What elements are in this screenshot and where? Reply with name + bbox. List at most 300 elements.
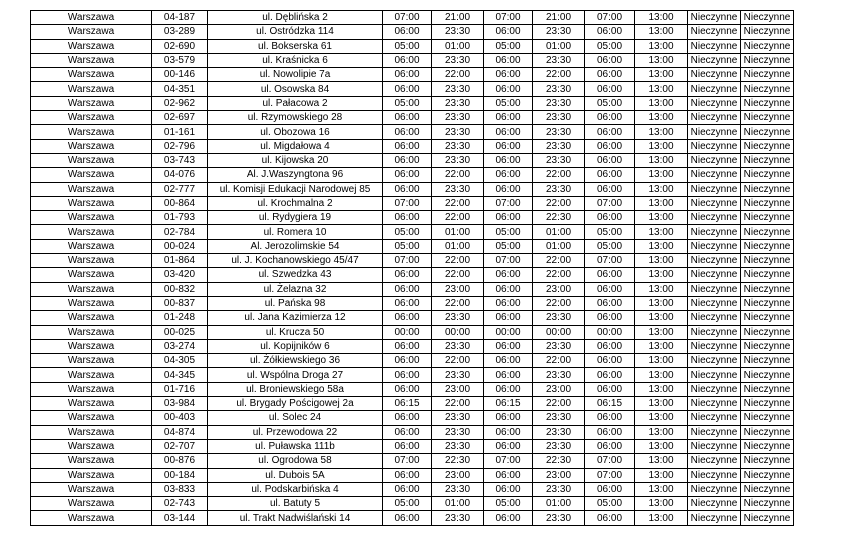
col6-open-cell: 07:00 [484, 254, 533, 268]
col10-status-cell: Nieczynne [688, 53, 741, 67]
col8-close-cell: 13:00 [635, 339, 688, 353]
col6-close-cell: 21:00 [533, 11, 585, 25]
address-cell: ul. Pałacowa 2 [208, 96, 383, 110]
city-cell: Warszawa [31, 125, 152, 139]
city-cell: Warszawa [31, 211, 152, 225]
col6-open-cell: 06:00 [484, 53, 533, 67]
col8-open-cell: 06:00 [585, 182, 635, 196]
weekday-close-cell: 23:30 [432, 439, 484, 453]
col8-open-cell: 07:00 [585, 454, 635, 468]
col11-status-cell: Nieczynne [741, 225, 794, 239]
col6-open-cell: 06:00 [484, 511, 533, 525]
col6-open-cell: 06:00 [484, 339, 533, 353]
weekday-open-cell: 06:00 [383, 511, 432, 525]
col8-open-cell: 07:00 [585, 468, 635, 482]
col10-status-cell: Nieczynne [688, 111, 741, 125]
city-cell: Warszawa [31, 168, 152, 182]
postal-code-cell: 04-305 [152, 354, 208, 368]
col11-status-cell: Nieczynne [741, 53, 794, 67]
weekday-open-cell: 06:00 [383, 411, 432, 425]
col6-close-cell: 22:00 [533, 168, 585, 182]
weekday-close-cell: 23:30 [432, 53, 484, 67]
postal-code-cell: 04-345 [152, 368, 208, 382]
col10-status-cell: Nieczynne [688, 339, 741, 353]
postal-code-cell: 01-793 [152, 211, 208, 225]
postal-code-cell: 03-579 [152, 53, 208, 67]
col8-close-cell: 13:00 [635, 368, 688, 382]
address-cell: ul. Puławska 111b [208, 439, 383, 453]
col10-status-cell: Nieczynne [688, 282, 741, 296]
weekday-open-cell: 07:00 [383, 454, 432, 468]
weekday-open-cell: 05:00 [383, 497, 432, 511]
col10-status-cell: Nieczynne [688, 96, 741, 110]
col8-open-cell: 07:00 [585, 196, 635, 210]
postal-code-cell: 03-833 [152, 482, 208, 496]
address-cell: Al. J.Waszyngtona 96 [208, 168, 383, 182]
col6-close-cell: 22:30 [533, 454, 585, 468]
col11-status-cell: Nieczynne [741, 111, 794, 125]
weekday-close-cell: 22:00 [432, 296, 484, 310]
weekday-close-cell: 23:30 [432, 368, 484, 382]
weekday-close-cell: 21:00 [432, 11, 484, 25]
col6-close-cell: 01:00 [533, 39, 585, 53]
col6-open-cell: 06:00 [484, 282, 533, 296]
col8-close-cell: 13:00 [635, 497, 688, 511]
city-cell: Warszawa [31, 397, 152, 411]
col10-status-cell: Nieczynne [688, 196, 741, 210]
postal-code-cell: 02-784 [152, 225, 208, 239]
table-row [31, 225, 794, 239]
col10-status-cell: Nieczynne [688, 211, 741, 225]
col8-open-cell: 06:00 [585, 354, 635, 368]
col10-status-cell: Nieczynne [688, 325, 741, 339]
col11-status-cell: Nieczynne [741, 439, 794, 453]
address-cell: ul. Kijowska 20 [208, 153, 383, 167]
table-row [31, 468, 794, 482]
col6-close-cell: 23:00 [533, 382, 585, 396]
col6-close-cell: 22:00 [533, 354, 585, 368]
table-row [31, 454, 794, 468]
col8-close-cell: 13:00 [635, 182, 688, 196]
table-row [31, 268, 794, 282]
weekday-close-cell: 22:00 [432, 211, 484, 225]
col10-status-cell: Nieczynne [688, 397, 741, 411]
city-cell: Warszawa [31, 454, 152, 468]
address-cell: ul. Rzymowskiego 28 [208, 111, 383, 125]
col8-open-cell: 06:15 [585, 397, 635, 411]
col11-status-cell: Nieczynne [741, 425, 794, 439]
col10-status-cell: Nieczynne [688, 368, 741, 382]
weekday-open-cell: 06:00 [383, 211, 432, 225]
weekday-open-cell: 06:00 [383, 168, 432, 182]
col6-open-cell: 06:00 [484, 382, 533, 396]
col8-close-cell: 13:00 [635, 125, 688, 139]
address-cell: ul. Bokserska 61 [208, 39, 383, 53]
col10-status-cell: Nieczynne [688, 425, 741, 439]
weekday-open-cell: 06:00 [383, 82, 432, 96]
table-row [31, 339, 794, 353]
col8-open-cell: 06:00 [585, 425, 635, 439]
postal-code-cell: 00-184 [152, 468, 208, 482]
col6-close-cell: 23:30 [533, 82, 585, 96]
col6-close-cell: 23:30 [533, 139, 585, 153]
city-cell: Warszawa [31, 25, 152, 39]
col6-open-cell: 06:00 [484, 153, 533, 167]
table-row [31, 354, 794, 368]
col6-close-cell: 23:30 [533, 511, 585, 525]
col6-close-cell: 23:30 [533, 125, 585, 139]
col8-close-cell: 13:00 [635, 168, 688, 182]
table-row [31, 211, 794, 225]
col6-close-cell: 22:00 [533, 68, 585, 82]
col6-open-cell: 06:00 [484, 296, 533, 310]
col11-status-cell: Nieczynne [741, 82, 794, 96]
col11-status-cell: Nieczynne [741, 511, 794, 525]
city-cell: Warszawa [31, 39, 152, 53]
col11-status-cell: Nieczynne [741, 468, 794, 482]
table-row [31, 139, 794, 153]
table-row [31, 368, 794, 382]
weekday-close-cell: 22:00 [432, 354, 484, 368]
col6-close-cell: 23:30 [533, 53, 585, 67]
col6-close-cell: 22:30 [533, 211, 585, 225]
col11-status-cell: Nieczynne [741, 239, 794, 253]
weekday-close-cell: 23:30 [432, 511, 484, 525]
weekday-close-cell: 22:00 [432, 196, 484, 210]
table-row [31, 439, 794, 453]
col6-close-cell: 22:00 [533, 268, 585, 282]
weekday-open-cell: 06:00 [383, 125, 432, 139]
postal-code-cell: 02-962 [152, 96, 208, 110]
col10-status-cell: Nieczynne [688, 454, 741, 468]
col11-status-cell: Nieczynne [741, 397, 794, 411]
address-cell: ul. Broniewskiego 58a [208, 382, 383, 396]
city-cell: Warszawa [31, 11, 152, 25]
col8-open-cell: 06:00 [585, 296, 635, 310]
postal-code-cell: 04-351 [152, 82, 208, 96]
col11-status-cell: Nieczynne [741, 325, 794, 339]
city-cell: Warszawa [31, 139, 152, 153]
city-cell: Warszawa [31, 282, 152, 296]
col8-close-cell: 13:00 [635, 411, 688, 425]
col6-open-cell: 05:00 [484, 96, 533, 110]
city-cell: Warszawa [31, 153, 152, 167]
postal-code-cell: 03-420 [152, 268, 208, 282]
weekday-close-cell: 22:00 [432, 68, 484, 82]
col11-status-cell: Nieczynne [741, 68, 794, 82]
col8-open-cell: 06:00 [585, 268, 635, 282]
city-cell: Warszawa [31, 354, 152, 368]
col6-open-cell: 06:00 [484, 68, 533, 82]
city-cell: Warszawa [31, 82, 152, 96]
weekday-close-cell: 23:30 [432, 339, 484, 353]
col6-open-cell: 06:00 [484, 111, 533, 125]
city-cell: Warszawa [31, 411, 152, 425]
address-cell: ul. Komisji Edukacji Narodowej 85 [208, 182, 383, 196]
address-cell: ul. Solec 24 [208, 411, 383, 425]
address-cell: ul. Ostródzka 114 [208, 25, 383, 39]
col11-status-cell: Nieczynne [741, 311, 794, 325]
table-row [31, 25, 794, 39]
col8-close-cell: 13:00 [635, 439, 688, 453]
address-cell: ul. Nowolipie 7a [208, 68, 383, 82]
col6-open-cell: 06:00 [484, 354, 533, 368]
weekday-close-cell: 22:00 [432, 268, 484, 282]
address-cell: ul. Migdałowa 4 [208, 139, 383, 153]
table-row [31, 325, 794, 339]
weekday-close-cell: 23:30 [432, 411, 484, 425]
col11-status-cell: Nieczynne [741, 254, 794, 268]
col10-status-cell: Nieczynne [688, 439, 741, 453]
col11-status-cell: Nieczynne [741, 282, 794, 296]
weekday-close-cell: 23:30 [432, 96, 484, 110]
col11-status-cell: Nieczynne [741, 211, 794, 225]
col8-open-cell: 05:00 [585, 239, 635, 253]
col10-status-cell: Nieczynne [688, 25, 741, 39]
col6-open-cell: 06:00 [484, 25, 533, 39]
address-cell: ul. J. Kochanowskiego 45/47 [208, 254, 383, 268]
col11-status-cell: Nieczynne [741, 296, 794, 310]
weekday-close-cell: 23:30 [432, 311, 484, 325]
table-row [31, 397, 794, 411]
weekday-open-cell: 06:00 [383, 482, 432, 496]
city-cell: Warszawa [31, 53, 152, 67]
col10-status-cell: Nieczynne [688, 482, 741, 496]
col6-open-cell: 06:00 [484, 168, 533, 182]
address-cell: ul. Żelazna 32 [208, 282, 383, 296]
col8-open-cell: 06:00 [585, 439, 635, 453]
col6-close-cell: 22:00 [533, 254, 585, 268]
col6-close-cell: 23:30 [533, 339, 585, 353]
col8-open-cell: 06:00 [585, 139, 635, 153]
weekday-open-cell: 06:00 [383, 25, 432, 39]
col10-status-cell: Nieczynne [688, 411, 741, 425]
col6-close-cell: 01:00 [533, 225, 585, 239]
weekday-open-cell: 07:00 [383, 11, 432, 25]
col11-status-cell: Nieczynne [741, 482, 794, 496]
col6-open-cell: 06:00 [484, 411, 533, 425]
table-row [31, 39, 794, 53]
col11-status-cell: Nieczynne [741, 339, 794, 353]
col8-close-cell: 13:00 [635, 511, 688, 525]
col6-close-cell: 23:00 [533, 282, 585, 296]
city-cell: Warszawa [31, 497, 152, 511]
col6-open-cell: 06:00 [484, 125, 533, 139]
col10-status-cell: Nieczynne [688, 39, 741, 53]
city-cell: Warszawa [31, 382, 152, 396]
col6-open-cell: 06:00 [484, 182, 533, 196]
postal-code-cell: 03-289 [152, 25, 208, 39]
postal-code-cell: 02-707 [152, 439, 208, 453]
col6-open-cell: 06:00 [484, 268, 533, 282]
table-row [31, 82, 794, 96]
col8-open-cell: 06:00 [585, 339, 635, 353]
col10-status-cell: Nieczynne [688, 68, 741, 82]
weekday-open-cell: 06:00 [383, 153, 432, 167]
col6-close-cell: 22:00 [533, 397, 585, 411]
weekday-open-cell: 06:00 [383, 382, 432, 396]
address-cell: ul. Batuty 5 [208, 497, 383, 511]
table-row [31, 296, 794, 310]
col6-close-cell: 23:30 [533, 25, 585, 39]
col11-status-cell: Nieczynne [741, 39, 794, 53]
weekday-close-cell: 23:30 [432, 82, 484, 96]
city-cell: Warszawa [31, 182, 152, 196]
col10-status-cell: Nieczynne [688, 311, 741, 325]
address-cell: ul. Podskarbińska 4 [208, 482, 383, 496]
col6-open-cell: 06:00 [484, 439, 533, 453]
col8-close-cell: 13:00 [635, 296, 688, 310]
col8-close-cell: 13:00 [635, 211, 688, 225]
col8-close-cell: 13:00 [635, 139, 688, 153]
postal-code-cell: 01-248 [152, 311, 208, 325]
col6-open-cell: 06:00 [484, 139, 533, 153]
col6-open-cell: 06:15 [484, 397, 533, 411]
weekday-open-cell: 06:00 [383, 439, 432, 453]
postal-code-cell: 02-743 [152, 497, 208, 511]
weekday-open-cell: 05:00 [383, 239, 432, 253]
document-page [30, 10, 794, 526]
col11-status-cell: Nieczynne [741, 196, 794, 210]
weekday-close-cell: 23:30 [432, 425, 484, 439]
col10-status-cell: Nieczynne [688, 182, 741, 196]
address-cell: ul. Obozowa 16 [208, 125, 383, 139]
col8-close-cell: 13:00 [635, 111, 688, 125]
col6-close-cell: 23:30 [533, 439, 585, 453]
weekday-close-cell: 01:00 [432, 239, 484, 253]
table-row [31, 182, 794, 196]
col6-open-cell: 05:00 [484, 225, 533, 239]
col8-close-cell: 13:00 [635, 382, 688, 396]
col8-close-cell: 13:00 [635, 454, 688, 468]
postal-code-cell: 01-864 [152, 254, 208, 268]
weekday-close-cell: 23:30 [432, 25, 484, 39]
col8-open-cell: 06:00 [585, 82, 635, 96]
weekday-open-cell: 06:00 [383, 182, 432, 196]
col6-close-cell: 01:00 [533, 497, 585, 511]
weekday-open-cell: 06:15 [383, 397, 432, 411]
col8-close-cell: 13:00 [635, 397, 688, 411]
table-row [31, 282, 794, 296]
address-cell: ul. Kraśnicka 6 [208, 53, 383, 67]
col6-open-cell: 00:00 [484, 325, 533, 339]
col8-close-cell: 13:00 [635, 425, 688, 439]
col6-open-cell: 05:00 [484, 39, 533, 53]
table-row [31, 497, 794, 511]
table-row [31, 196, 794, 210]
weekday-open-cell: 06:00 [383, 282, 432, 296]
col10-status-cell: Nieczynne [688, 296, 741, 310]
table-body [31, 11, 794, 526]
weekday-close-cell: 23:00 [432, 382, 484, 396]
table-row [31, 254, 794, 268]
table-row [31, 111, 794, 125]
col8-close-cell: 13:00 [635, 196, 688, 210]
weekday-close-cell: 23:30 [432, 139, 484, 153]
weekday-close-cell: 23:30 [432, 111, 484, 125]
address-cell: ul. Przewodowa 22 [208, 425, 383, 439]
address-cell: ul. Krucza 50 [208, 325, 383, 339]
col10-status-cell: Nieczynne [688, 468, 741, 482]
weekday-open-cell: 06:00 [383, 111, 432, 125]
city-cell: Warszawa [31, 296, 152, 310]
col8-close-cell: 13:00 [635, 254, 688, 268]
city-cell: Warszawa [31, 239, 152, 253]
col11-status-cell: Nieczynne [741, 125, 794, 139]
weekday-open-cell: 06:00 [383, 139, 432, 153]
weekday-open-cell: 05:00 [383, 39, 432, 53]
col11-status-cell: Nieczynne [741, 139, 794, 153]
col8-close-cell: 13:00 [635, 311, 688, 325]
col8-close-cell: 13:00 [635, 11, 688, 25]
address-cell: ul. Dubois 5A [208, 468, 383, 482]
col6-close-cell: 22:00 [533, 296, 585, 310]
postal-code-cell: 01-716 [152, 382, 208, 396]
postal-code-cell: 04-874 [152, 425, 208, 439]
address-cell: ul. Brygady Pościgowej 2a [208, 397, 383, 411]
col10-status-cell: Nieczynne [688, 225, 741, 239]
col6-open-cell: 06:00 [484, 482, 533, 496]
city-cell: Warszawa [31, 339, 152, 353]
address-cell: ul. Kopijników 6 [208, 339, 383, 353]
col10-status-cell: Nieczynne [688, 125, 741, 139]
postal-code-cell: 02-690 [152, 39, 208, 53]
col6-close-cell: 23:30 [533, 368, 585, 382]
col11-status-cell: Nieczynne [741, 411, 794, 425]
col8-open-cell: 05:00 [585, 39, 635, 53]
city-cell: Warszawa [31, 68, 152, 82]
col6-close-cell: 23:30 [533, 311, 585, 325]
weekday-close-cell: 23:00 [432, 282, 484, 296]
address-cell: ul. Dęblińska 2 [208, 11, 383, 25]
col10-status-cell: Nieczynne [688, 511, 741, 525]
weekday-close-cell: 01:00 [432, 225, 484, 239]
col6-close-cell: 23:30 [533, 425, 585, 439]
weekday-open-cell: 06:00 [383, 368, 432, 382]
weekday-open-cell: 06:00 [383, 311, 432, 325]
weekday-open-cell: 06:00 [383, 354, 432, 368]
col6-close-cell: 01:00 [533, 239, 585, 253]
col10-status-cell: Nieczynne [688, 11, 741, 25]
city-cell: Warszawa [31, 254, 152, 268]
col8-open-cell: 06:00 [585, 68, 635, 82]
weekday-open-cell: 00:00 [383, 325, 432, 339]
city-cell: Warszawa [31, 325, 152, 339]
col6-close-cell: 23:30 [533, 111, 585, 125]
table-row [31, 68, 794, 82]
col8-close-cell: 13:00 [635, 468, 688, 482]
city-cell: Warszawa [31, 311, 152, 325]
col11-status-cell: Nieczynne [741, 268, 794, 282]
col8-open-cell: 06:00 [585, 125, 635, 139]
postal-code-cell: 02-697 [152, 111, 208, 125]
table-row [31, 96, 794, 110]
postal-code-cell: 00-837 [152, 296, 208, 310]
weekday-close-cell: 23:30 [432, 182, 484, 196]
col10-status-cell: Nieczynne [688, 82, 741, 96]
table-row [31, 239, 794, 253]
col8-open-cell: 06:00 [585, 382, 635, 396]
address-cell: ul. Trakt Nadwiślański 14 [208, 511, 383, 525]
col10-status-cell: Nieczynne [688, 268, 741, 282]
col11-status-cell: Nieczynne [741, 11, 794, 25]
col8-open-cell: 06:00 [585, 482, 635, 496]
col10-status-cell: Nieczynne [688, 354, 741, 368]
weekday-close-cell: 22:30 [432, 454, 484, 468]
col6-open-cell: 05:00 [484, 497, 533, 511]
address-cell: ul. Ogrodowa 58 [208, 454, 383, 468]
col8-close-cell: 13:00 [635, 225, 688, 239]
